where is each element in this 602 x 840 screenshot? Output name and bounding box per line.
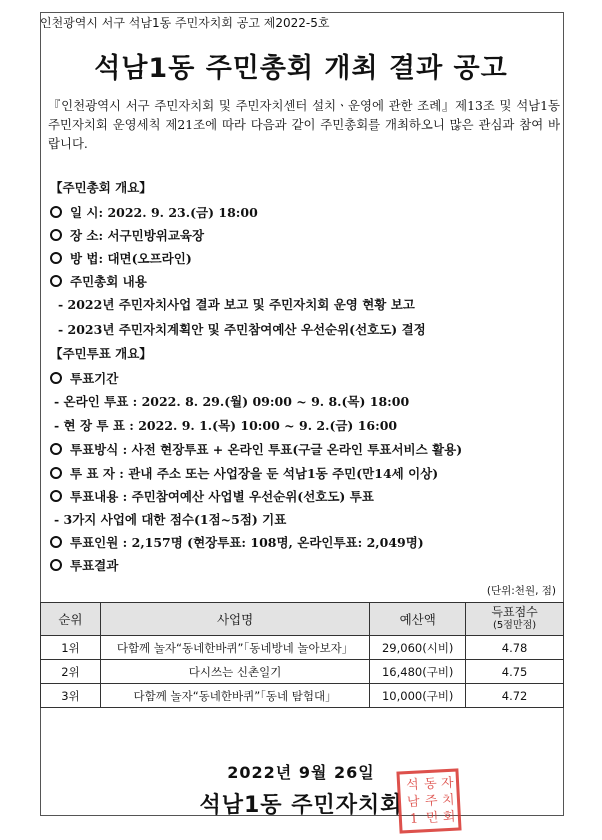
content-sub-1: - 2022년 주민자치사업 결과 보고 및 주민자치회 운영 현황 보고: [58, 297, 415, 312]
vote-method-item: 투표방식 : 사전 현장투표 + 온라인 투표(구글 온라인 투표서비스 활용): [50, 440, 462, 458]
rank-cell: 1위: [41, 636, 101, 660]
circle-bullet-icon: [50, 372, 62, 384]
rank-cell: 3위: [41, 684, 101, 708]
circle-bullet-icon: [50, 206, 62, 218]
circle-bullet-icon: [50, 229, 62, 241]
project-cell: 다시쓰는 신촌일기: [100, 660, 369, 684]
results-table: [40, 602, 564, 708]
content-sub-2: - 2023년 주민자치계획안 및 주민참여예산 우선순위(선호도) 결정: [58, 322, 426, 337]
unit-note: (단위:천원, 점): [486, 585, 556, 597]
circle-bullet-icon: [50, 536, 62, 548]
issuing-organization: 석남1동 주민자치회: [199, 793, 403, 818]
vote-header: 【주민투표 개요】: [50, 346, 152, 361]
project-cell: 다함께 놀자“동네한바퀴”「동네방네 놀아보자」: [100, 636, 369, 660]
issue-date: 2022년 9월 26일: [227, 763, 375, 782]
table-header-row: [41, 603, 564, 636]
notice-number: 인천광역시 서구 석남1동 주민자치회 공고 제2022-5호: [40, 16, 330, 30]
project-header: 사업명: [100, 603, 369, 636]
date-item: 일 시: 2022. 9. 23.(금) 18:00: [50, 203, 258, 221]
overview-header: 【주민총회 개요】: [50, 180, 152, 195]
circle-bullet-icon: [50, 559, 62, 571]
table-row: [41, 684, 564, 708]
score-cell: 4.72: [466, 684, 564, 708]
budget-cell: 10,000(구비): [370, 684, 466, 708]
rank-cell: 2위: [41, 660, 101, 684]
score-header: 득표점수 (5점만점): [466, 603, 564, 636]
turnout-item: 투표인원 : 2,157명 (현장투표: 108명, 온라인투표: 2,049명): [50, 533, 424, 551]
budget-header: 예산액: [370, 603, 466, 636]
intro-paragraph: 『인천광역시 서구 주민자치회 및 주민자치센터 설치ㆍ운영에 관한 조례』제13조 및 석남1동 주민자치회 운영세칙 제21조에 따라 다음과 같이 주민총회를 개최하오니 많은 관심과 참여 바랍니다.: [48, 98, 560, 151]
result-item: 투표결과: [50, 556, 118, 574]
score-cell: 4.78: [466, 636, 564, 660]
budget-cell: 16,480(구비): [370, 660, 466, 684]
circle-bullet-icon: [50, 490, 62, 502]
onsite-period: - 현 장 투 표 : 2022. 9. 1.(목) 10:00 ~ 9. 2.(금) 16:00: [54, 418, 398, 433]
circle-bullet-icon: [50, 252, 62, 264]
vote-content-item: 투표내용 : 주민참여예산 사업별 우선순위(선호도) 투표: [50, 487, 374, 505]
method-item: 방 법: 대면(오프라인): [50, 249, 192, 267]
rank-header: 순위: [41, 603, 101, 636]
project-cell: 다함께 놀자“동네한바퀴”「동네 탐험대」: [100, 684, 369, 708]
budget-cell: 29,060(시비): [370, 636, 466, 660]
official-seal-icon: 석 남 1 동 주 민 자 치 회: [396, 768, 461, 833]
circle-bullet-icon: [50, 443, 62, 455]
page-title: 석남1동 주민총회 개최 결과 공고: [94, 53, 508, 84]
circle-bullet-icon: [50, 467, 62, 479]
content-item: 주민총회 내용: [50, 272, 147, 290]
period-item: 투표기간: [50, 369, 118, 387]
table-row: [41, 660, 564, 684]
score-cell: 4.75: [466, 660, 564, 684]
voter-item: 투 표 자 : 관내 주소 또는 사업장을 둔 석남1동 주민(만14세 이상): [50, 464, 438, 482]
circle-bullet-icon: [50, 275, 62, 287]
vote-content-sub: - 3가지 사업에 대한 점수(1점~5점) 기표: [54, 512, 287, 527]
place-item: 장 소: 서구민방위교육장: [50, 226, 204, 244]
table-row: [41, 636, 564, 660]
online-period: - 온라인 투표 : 2022. 8. 29.(월) 09:00 ~ 9. 8.(목) 18:00: [54, 394, 410, 409]
